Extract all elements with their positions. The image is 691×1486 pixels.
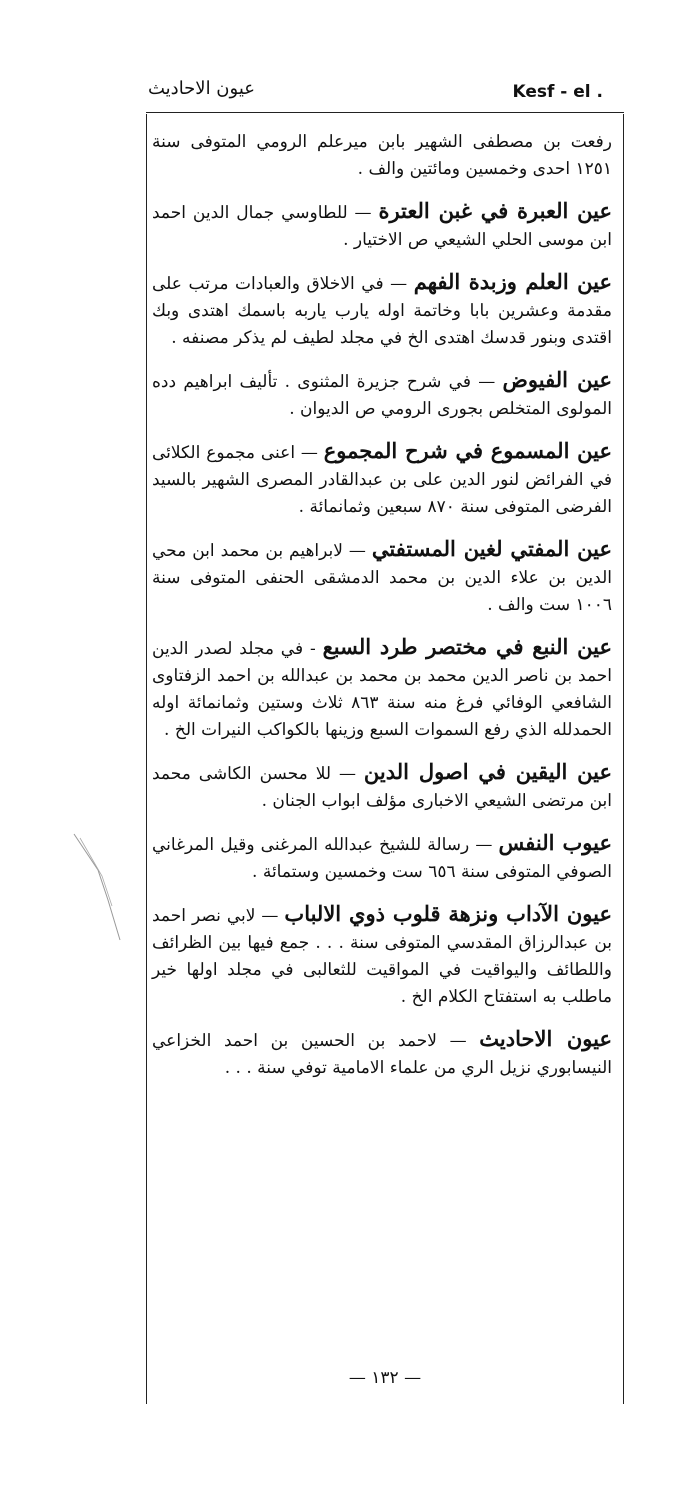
entry-1 [152, 197, 612, 254]
entry-title: عيون الآداب ونزهة قلوب ذوي الالباب [284, 901, 612, 926]
entry-3 [152, 366, 612, 423]
entry-body: - في مجلد لصدر الدين احمد بن ناصر الدين محمد بن محمد بن عبدالله بن احمد الزفتاوى الشافعي الوفائي فرغ منه سنة ٨٦٣ ثلاث وستين وثمانمائة اوله الحمدلله الذي رفع السموات السبع وزينها بالكواكب النيرات الخ . [152, 639, 612, 740]
entry-4 [152, 437, 612, 521]
entry-title: عين العلم وزبدة الفهم [413, 269, 612, 294]
entry-title: عين اليقين في اصول الدين [363, 759, 613, 784]
entry-body: — اعنى مجموع الكلائى في الفرائض لنور الدين على بن عبدالقادر المصرى الشهير بالسيد الفرضى المتوفى سنة ٨٧٠ سبعين وثمانمائة . [152, 443, 612, 517]
entry-body: رفعت بن مصطفى الشهير بابن ميرعلم الرومي المتوفى سنة ١٢٥١ احدى وخمسين ومائتين والف . [152, 132, 612, 179]
entry-title: عيوب النفس [498, 830, 613, 855]
entry-7 [152, 758, 612, 815]
entry-9 [152, 900, 612, 1011]
entry-8 [152, 829, 612, 886]
right-margin-rule [623, 114, 624, 1404]
entry-body: — للطاوسي جمال الدين احمد ابن موسى الحلي الشيعي ص الاختيار . [152, 203, 612, 250]
entry-10 [152, 1025, 612, 1082]
left-margin-rule [146, 114, 147, 1404]
entry-2 [152, 268, 612, 352]
entry-0 [152, 126, 612, 183]
entry-6 [152, 633, 612, 744]
entry-title: عين المسموع في شرح المجموع [323, 438, 613, 463]
entry-title: عين العبرة في غبن العترة [378, 198, 613, 223]
entry-body: — لاحمد بن الحسين بن احمد الخزاعي النيسابوري نزيل الري من علماء الامامية توفي سنة . . . [152, 1031, 612, 1078]
entry-body: — لابراهيم بن محمد ابن محي الدين بن علاء الدين بن محمد الدمشقى الحنفى المتوفى سنة ١٠٠٦ ست والف . [152, 541, 612, 615]
entry-title: عين النبع في مختصر طرد السبع [322, 634, 613, 659]
margin-scribble-icon [68, 830, 128, 950]
entry-5 [152, 535, 612, 619]
entry-body: — لابي نصر احمد بن عبدالرزاق المقدسي المتوفى سنة . . . جمع فيها بين الظرائف واللطائف واليواقيت في المواقيت للثعالبى في مجلد اولها خير ماطلب به استفتاح الكلام الخ . [152, 906, 612, 1007]
entry-title: عيون الاحاديث [479, 1026, 612, 1051]
page-number: — ١٣٢ — [348, 1368, 422, 1388]
header-latin-title: Kesf - el . [512, 82, 603, 102]
entry-body: — رسالة للشيخ عبدالله المرغنى وقيل المرغاني الصوفي المتوفى سنة ٦٥٦ ست وخمسين وستمائة . [152, 835, 612, 882]
header-rule [146, 112, 624, 113]
entry-body: — في الاخلاق والعبادات مرتب على مقدمة وعشرين بابا وخاتمة اوله يارب ياربه باسمك اهتدى وبك اقتدى وبنور قدسك اهتدى الخ في مجلد لطيف لم يذكر مصنفه . [152, 274, 612, 348]
entry-title: عين الفيوض [502, 367, 612, 392]
header-arabic-title: عيون الاحاديث [148, 78, 255, 99]
entry-body: — للا محسن الكاشى محمد ابن مرتضى الشيعي الاخبارى مؤلف ابواب الجنان . [152, 764, 612, 811]
text-column [152, 126, 612, 1096]
entry-body: — في شرح جزيرة المثنوى . تأليف ابراهيم دده المولوى المتخلص بجورى الرومي ص الديوان . [152, 372, 612, 419]
entry-title: عين المفتي لغين المستفتي [371, 536, 613, 561]
